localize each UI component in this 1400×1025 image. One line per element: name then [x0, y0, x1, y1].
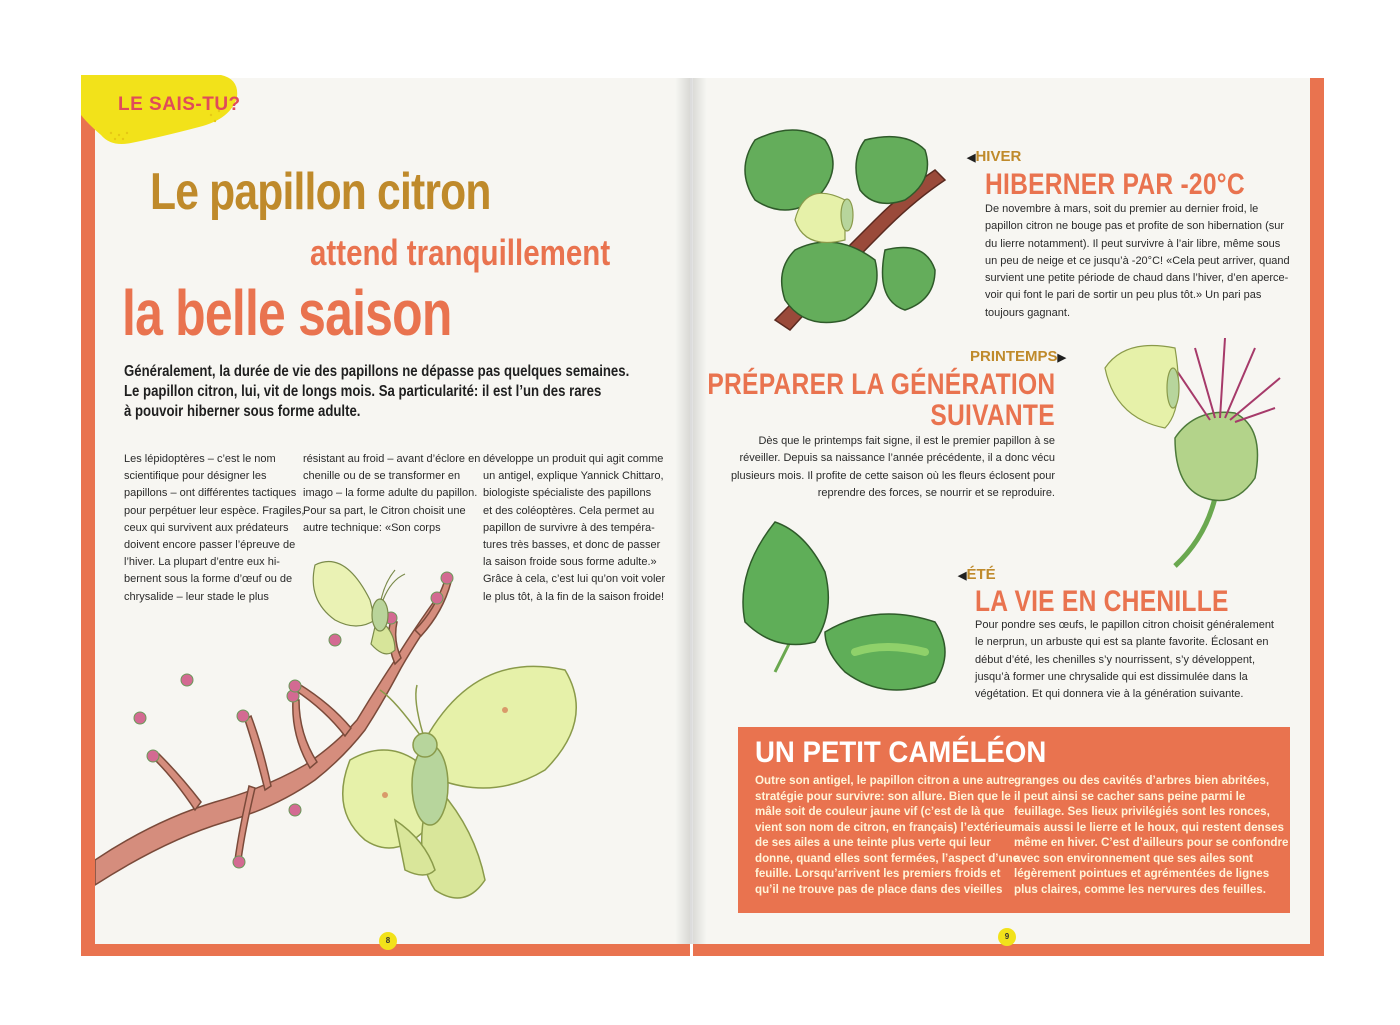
text-line: qu’il ne trouve pas de place dans des vieilles: [755, 882, 1003, 896]
info-box-title: UN PETIT CAMÉLÉON: [755, 736, 1047, 769]
season-hiver-text: HIVER: [975, 148, 1022, 165]
text-line: Dès que le printemps fait signe, il est le premier papillon à se: [758, 435, 1055, 447]
text-line: la saison froide sous forme adulte.»: [483, 556, 657, 569]
text-line: tures très basses, et donc de passer: [483, 539, 661, 552]
page-number-right: 9: [998, 928, 1016, 946]
text-line: Grâce à cela, c’est lui qu’on voit voler: [483, 573, 666, 586]
text-line: Pour pondre ses œufs, le papillon citron choisit généralement: [975, 619, 1274, 631]
text-line: papillon citron ne bouge pas et profite de son hibernation (sur: [985, 220, 1285, 233]
text-line: bernent sous la forme d’œuf ou de: [124, 573, 293, 586]
text-line: scientifique pour désigner les: [124, 470, 267, 483]
text-line: De novembre à mars, soit du premier au dernier froid, le: [985, 203, 1259, 215]
text-ete: [975, 617, 1274, 703]
lead-line: Généralement, la durée de vie des papillons ne dépasse pas quelques semaines.: [124, 363, 630, 380]
text-line: Pour sa part, le Citron choisit une: [303, 504, 466, 517]
text-line: et des coléoptères. Cela permet au: [483, 504, 655, 517]
text-line: un peu de neige et ce jusqu’à -20°C! «Cela peut arriver, quand: [985, 254, 1290, 267]
ivy-butterfly-illustration: [735, 120, 965, 340]
text-line: survient une petite période de chaud dans l’hiver, d’en aperce-: [985, 272, 1289, 285]
text-line: mâle soit de couleur jaune vif (c’est de là que: [755, 805, 1005, 818]
text-line: Les lépidoptères – c’est le nom: [124, 453, 276, 465]
text-line: plusieurs mois. Il profite de cette saison où les fleurs éclosent pour: [730, 469, 1055, 482]
season-label-hiver: ◀HIVER: [967, 148, 1022, 165]
season-label-ete: ◀ÉTÉ: [958, 566, 996, 583]
heading-printemps-1: PRÉPARER LA GÉNÉRATION: [706, 368, 1055, 401]
text-line: mais aussi le lierre et le houx, qui restent denses: [1014, 820, 1284, 834]
text-line: doivent encore passer l’épreuve de: [124, 539, 296, 552]
body-column-2: [303, 451, 480, 537]
season-printemps-text: PRINTEMPS: [970, 348, 1058, 365]
text-line: pour perpétuer leur espèce. Fragiles,: [124, 504, 305, 517]
text-line: feuille. Lorsqu’arrivent les premiers froids et: [755, 867, 1001, 880]
text-line: légèrement pointues et agrémentées de lignes: [1014, 867, 1270, 880]
text-line: feuillage. Ses lieux privilégiés sont les ronces,: [1014, 805, 1270, 818]
text-line: l’hiver. La plupart d’entre eux hi-: [124, 556, 280, 569]
info-box-column-1: [755, 773, 1019, 897]
text-line: du lierre notamment). Il peut survivre à l’air libre, même sous: [985, 237, 1281, 250]
text-line: stratégie pour survivre: son allure. Bien que le: [755, 789, 1011, 803]
text-line: réveiller. Depuis sa naissance l’année précédente, il a donc vécu: [739, 452, 1055, 465]
text-line: reprendre des forces, se nourrir et se reproduire.: [817, 486, 1055, 499]
text-line: toujours gagnant.: [985, 306, 1071, 319]
text-line: il peut ainsi se cacher sans peine parmi le: [1014, 789, 1246, 803]
text-line: le nerprun, un arbuste qui est sa plante favorite. Éclosant en: [975, 636, 1269, 649]
text-line: ceux qui survivent aux prédateurs: [124, 521, 289, 534]
text-line: voir qui font le pari de sortir un peu plus tôt.» Un pari pas: [985, 289, 1262, 302]
text-line: autre technique: «Son corps: [303, 521, 441, 534]
title-line-2: attend tranquillement: [310, 232, 611, 273]
text-line: début d’été, les chenilles s’y nourrissent, s’y développent,: [975, 653, 1256, 666]
heading-printemps-2: SUIVANTE: [930, 399, 1055, 432]
thistle-butterfly-illustration: [1095, 318, 1295, 568]
text-line: biologiste spécialiste des papillons: [483, 487, 652, 500]
lead-paragraph: [124, 362, 684, 422]
lead-line: à pouvoir hiberner sous forme adulte.: [124, 403, 361, 420]
text-line: jusqu’à former une chrysalide qui est dissimulée dans la: [975, 670, 1248, 683]
leaves-caterpillar-illustration: [735, 512, 965, 702]
text-line: de ses ailes a une teinte plus verte qui leur: [755, 836, 991, 849]
text-line: vient son nom de citron, en français) l’extérieur: [755, 820, 1016, 834]
page-number-left: 8: [379, 932, 397, 950]
text-line: un antigel, explique Yannick Chittaro,: [483, 470, 664, 483]
text-line: imago – la forme adulte du papillon.: [303, 487, 478, 500]
text-line: Outre son antigel, le papillon citron a une autre: [755, 774, 1015, 787]
branch-butterflies-illustration: [95, 540, 675, 940]
info-box-column-2: [1014, 773, 1288, 897]
text-line: avec son environnement que ses ailes sont: [1014, 851, 1254, 865]
text-line: donne, quand elles sont fermées, l’aspect d’une: [755, 851, 1020, 865]
book-gutter: [675, 78, 707, 944]
heading-ete: LA VIE EN CHENILLE: [975, 585, 1229, 618]
text-line: chrysalide – leur stade le plus: [124, 590, 269, 603]
badge-label: LE SAIS-TU?: [118, 94, 241, 115]
text-hiver: [985, 201, 1290, 322]
title-line-3: la belle saison: [122, 277, 452, 349]
text-line: même en hiver. C’est d’ailleurs pour se confondre: [1014, 836, 1289, 849]
text-line: résistant au froid – avant d’éclore en: [303, 453, 481, 465]
text-line: chenille ou de se transformer en: [303, 470, 461, 483]
title-line-1: Le papillon citron: [150, 163, 491, 221]
season-ete-text: ÉTÉ: [966, 566, 996, 583]
text-line: papillon de survivre à des tempéra-: [483, 521, 655, 534]
lead-line: Le papillon citron, lui, vit de longs mois. Sa particularité: il est l’un des rares: [124, 383, 602, 400]
heading-hiver: HIBERNER PAR -20°C: [985, 168, 1245, 201]
text-line: plus claires, comme les nervures des feuilles.: [1014, 882, 1266, 896]
text-printemps: [731, 433, 1055, 502]
text-line: développe un produit qui agit comme: [483, 453, 664, 465]
text-line: le plus tôt, à la fin de la saison froide!: [483, 590, 664, 603]
season-label-printemps: PRINTEMPS▶: [970, 348, 1066, 365]
text-line: granges ou des cavités d’arbres bien abritées,: [1014, 774, 1270, 787]
text-line: végétation. Et qui donnera vie à la génération suivante.: [975, 688, 1244, 701]
text-line: papillons – ont différentes tactiques: [124, 487, 297, 500]
